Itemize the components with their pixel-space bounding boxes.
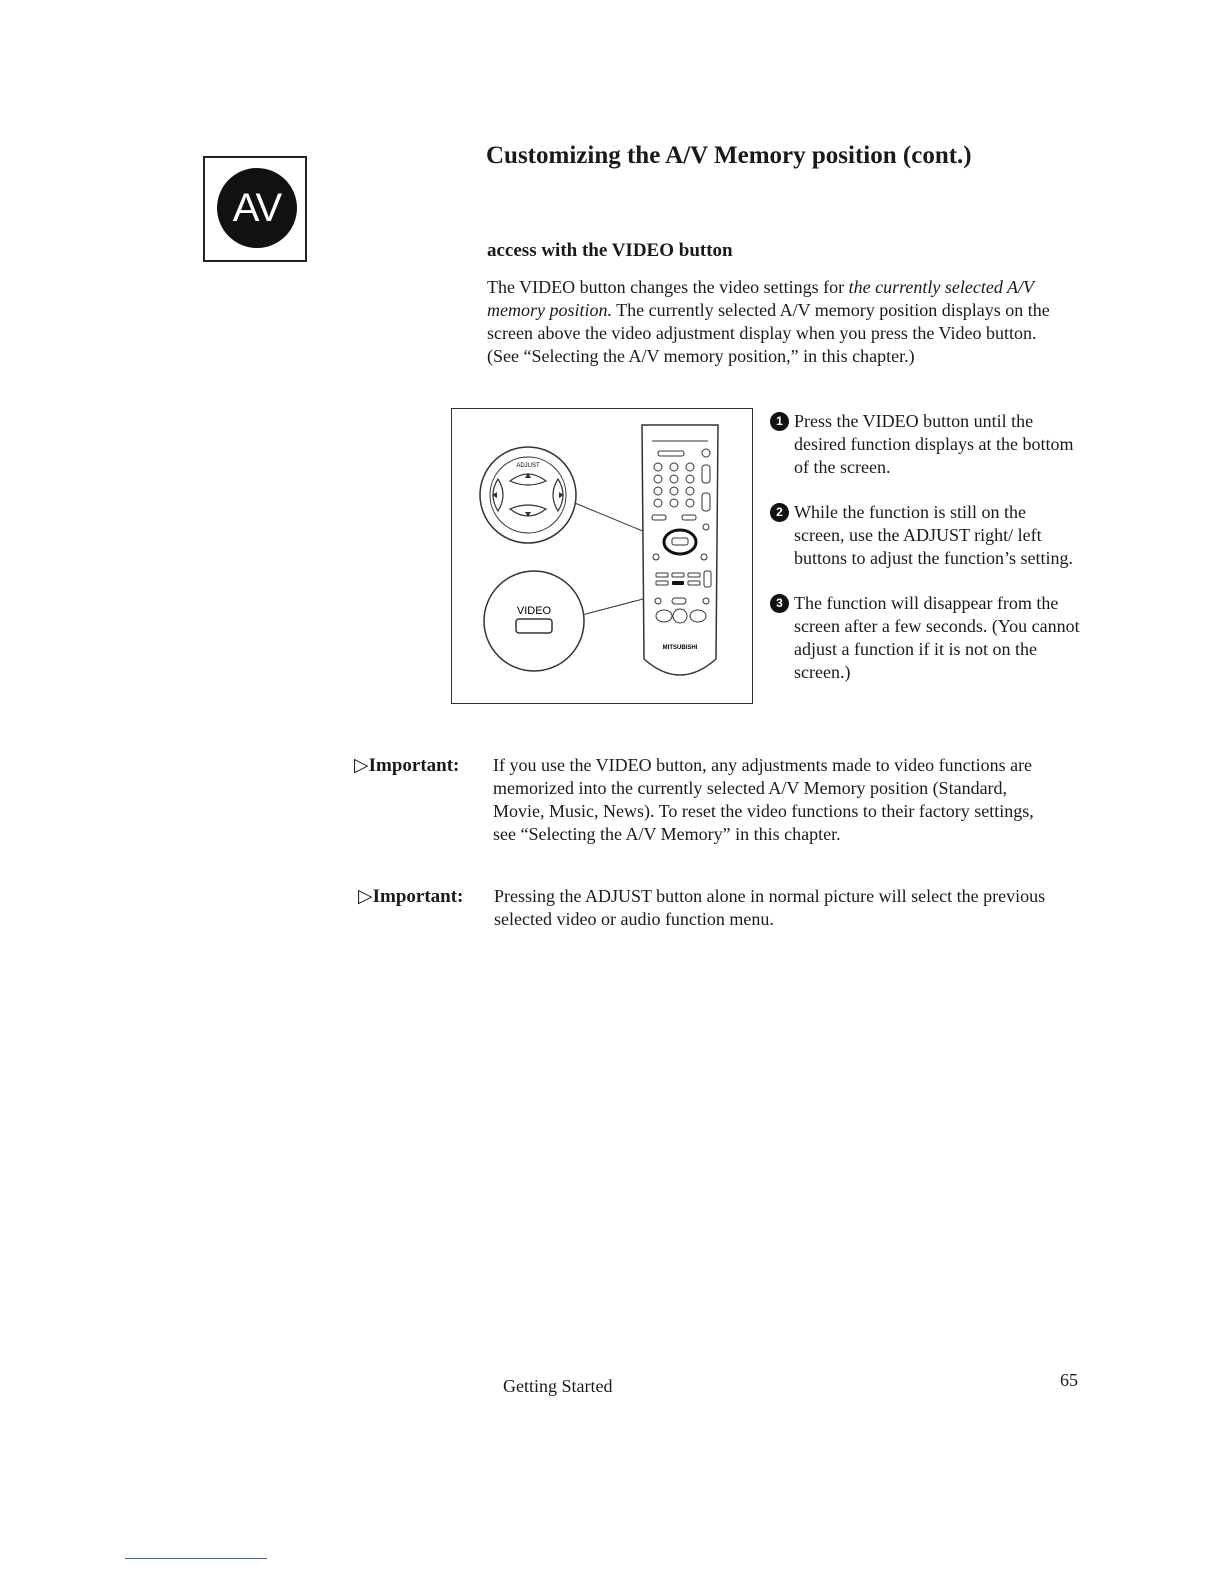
remote-control-icon xyxy=(642,425,718,675)
remote-brand-label: MITSUBISHI xyxy=(662,645,698,651)
step-text: While the function is still on the screen, use the ADJUST right/ left buttons to adjust the function’s setting. xyxy=(794,502,1073,568)
step-number-badge: 3 xyxy=(770,594,789,613)
av-logo-icon: AV xyxy=(217,168,297,248)
video-detail-circle xyxy=(484,571,584,671)
intro-paragraph xyxy=(487,276,1067,368)
video-label: VIDEO xyxy=(516,605,552,617)
important-label: ▷Important: xyxy=(358,886,464,907)
section-heading: access with the VIDEO button xyxy=(487,240,733,261)
step-text: The function will disappear from the screen after a few seconds. (You cannot adjust a function if it is not on the screen.) xyxy=(794,593,1080,682)
step-item xyxy=(770,592,1080,684)
step-item xyxy=(770,501,1080,570)
intro-text-1: The VIDEO button changes the video settings for xyxy=(487,277,849,297)
adjust-label: ADJUST xyxy=(516,463,540,469)
video-button-icon xyxy=(516,619,552,633)
step-item xyxy=(770,410,1080,479)
av-logo-box xyxy=(203,156,307,262)
adjust-detail-circle xyxy=(480,447,576,543)
page-number: 65 xyxy=(1060,1370,1078,1390)
step-number-badge: 2 xyxy=(770,503,789,522)
important-label: ▷Important: xyxy=(354,755,460,776)
intro-text-2: The currently selected A/V memory position displays on the screen above the video adjustment display when you press the Video button. (See “Selecting the A/V memory position,” in this chapter.) xyxy=(487,300,1050,366)
important-text: If you use the VIDEO button, any adjustments made to video functions are memorized into the currently selected A/V Memory position (Standard, Movie, Music, News). To reset the video functions to their factory settings, see “Selecting the A/V Memory” in this chapter. xyxy=(493,755,1034,844)
step-list xyxy=(770,410,1080,706)
page-title: Customizing the A/V Memory position (cont.) xyxy=(486,142,972,169)
bottom-rule xyxy=(125,1558,267,1559)
step-text: Press the VIDEO button until the desired function displays at the bottom of the screen. xyxy=(794,411,1074,477)
intro-italic: the currently selected A/V memory position. xyxy=(487,277,1034,320)
remote-drawing xyxy=(452,409,752,703)
step-number-badge: 1 xyxy=(770,412,789,431)
remote-illustration xyxy=(451,408,753,704)
footer-section-title: Getting Started xyxy=(503,1376,613,1396)
important-text: Pressing the ADJUST button alone in normal picture will select the previous selected video or audio function menu. xyxy=(494,886,1046,929)
